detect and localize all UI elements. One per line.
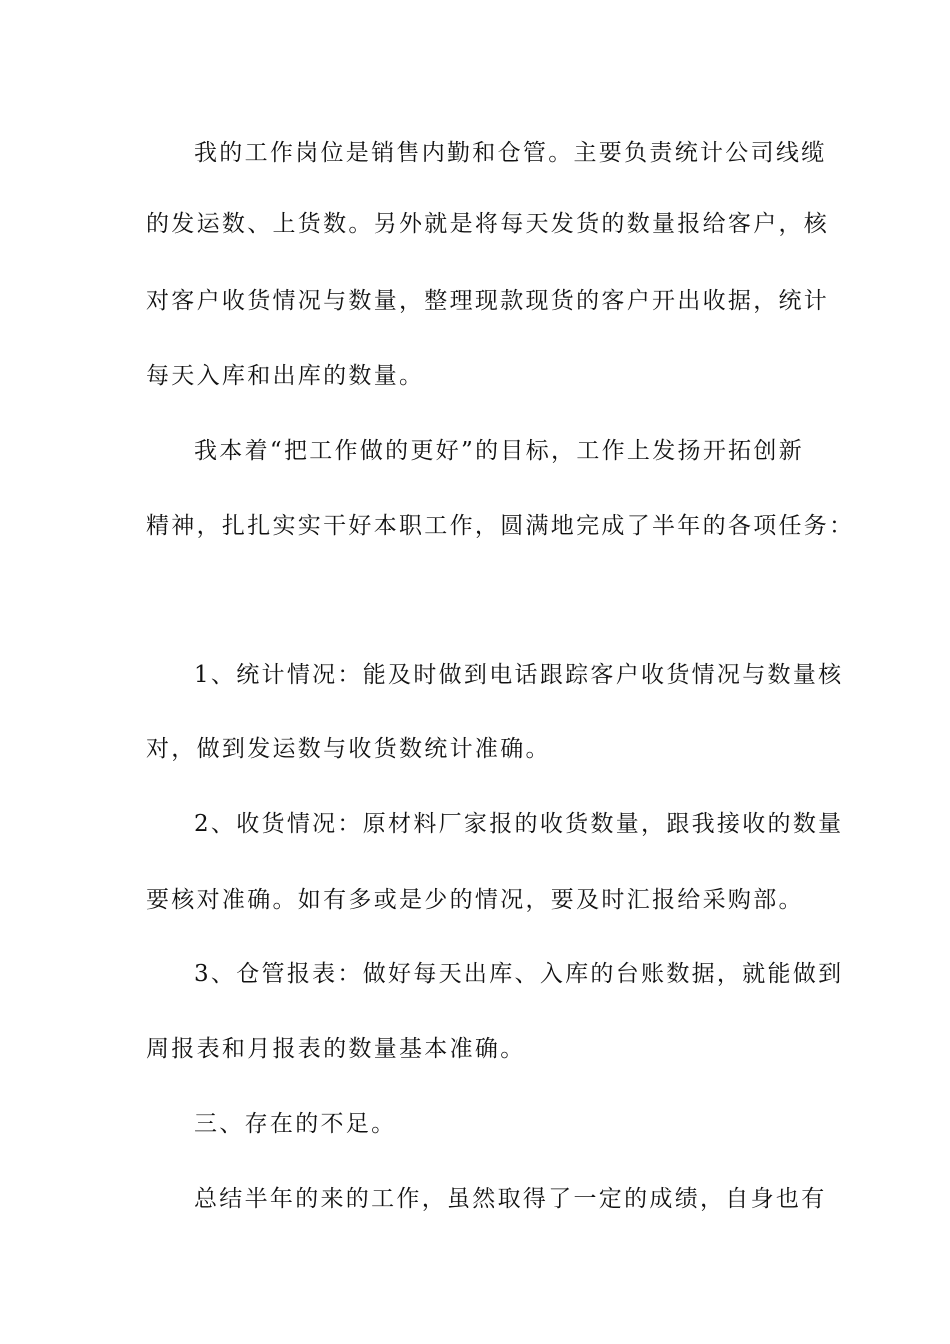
list-item-line: 对，做到发运数与收货数统计准确。: [146, 736, 551, 762]
section-heading: 三、存在的不足。: [194, 1111, 397, 1137]
list-item-line: 要核对准确。如有多或是少的情况，要及时汇报给采购部。: [146, 887, 804, 913]
paragraph-line: 总结半年的来的工作，虽然取得了一定的成绩，自身也有: [194, 1186, 827, 1212]
paragraph-line: 我的工作岗位是销售内勤和仓管。主要负责统计公司线缆: [194, 140, 827, 166]
list-item-line: 1、统计情况：能及时做到电话跟踪客户收货情况与数量核: [194, 662, 844, 688]
list-item-line: 3、仓管报表：做好每天出库、入库的台账数据，就能做到: [194, 961, 844, 987]
list-item-line: 2、收货情况：原材料厂家报的收货数量，跟我接收的数量: [194, 811, 844, 837]
paragraph-line: 的发运数、上货数。另外就是将每天发货的数量报给客户，核: [146, 211, 830, 237]
list-item-line: 周报表和月报表的数量基本准确。: [146, 1036, 526, 1062]
paragraph-line: 精神，扎扎实实干好本职工作，圆满地完成了半年的各项任务：: [146, 513, 855, 539]
paragraph-line: 每天入库和出库的数量。: [146, 363, 425, 389]
paragraph-line: 我本着“把工作做的更好”的目标，工作上发扬开拓创新: [194, 438, 805, 464]
paragraph-line: 对客户收货情况与数量，整理现款现货的客户开出收据，统计: [146, 288, 830, 314]
